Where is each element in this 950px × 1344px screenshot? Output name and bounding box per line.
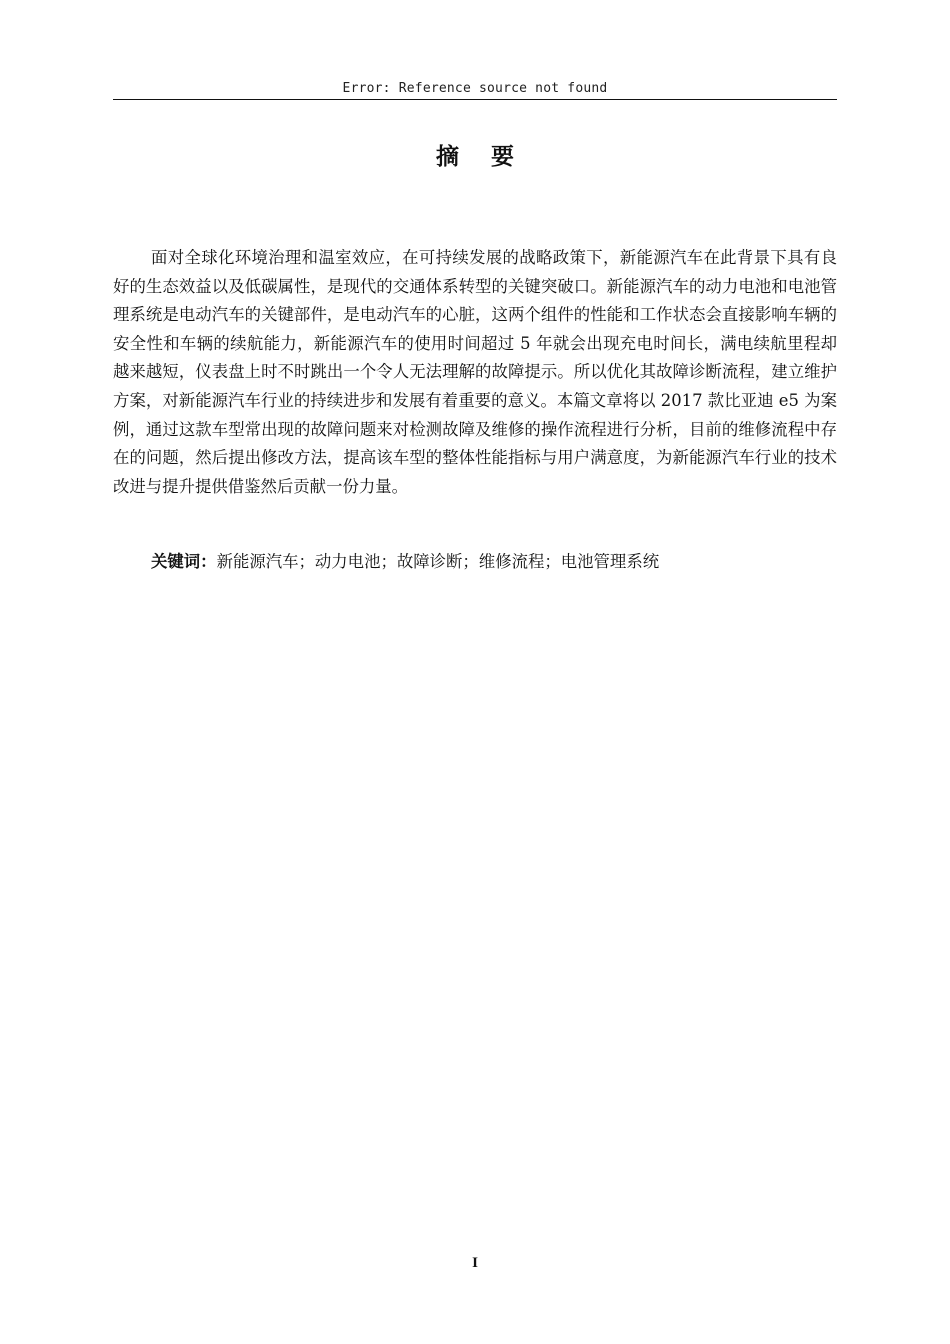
abstract-body: 面对全球化环境治理和温室效应，在可持续发展的战略政策下，新能源汽车在此背景下具有良好的生态效益以及低碳属性，是现代的交通体系转型的关键突破口。新能源汽车的动力电池和电池管理系统是电动汽车的关键部件，是电动汽车的心脏，这两个组件的性能和工作状态会直接影响车辆的安全性和车辆的续航能力，新能源汽车的使用时间超过 5 年就会出现充电时间长，满电续航里程却越来越短，仪表盘上时不时跳出一个令人无法理解的故障提示。所以优化其故障诊断流程，建立维护方案，对新能源汽车行业的持续进步和发展有着重要的意义。本篇文章将以 2017 款比亚迪 e5 为案例，通过这款车型常出现的故障问题来对检测故障及维修的操作流程进行分析，目前的维修流程中存在的问题，然后提出修改方法，提高该车型的整体性能指标与用户满意度，为新能源汽车行业的技术改进与提升提供借鉴然后贡献一份力量。: [113, 248, 837, 496]
keywords-label: 关键词：: [151, 552, 217, 571]
abstract-title: 摘 要: [435, 144, 526, 170]
page-number: I: [472, 1255, 478, 1271]
running-header: Error: Reference source not found: [342, 81, 608, 96]
keywords-text: 新能源汽车；动力电池；故障诊断；维修流程；电池管理系统: [216, 552, 660, 571]
keywords-line: [113, 548, 837, 577]
header-divider: [113, 99, 837, 100]
